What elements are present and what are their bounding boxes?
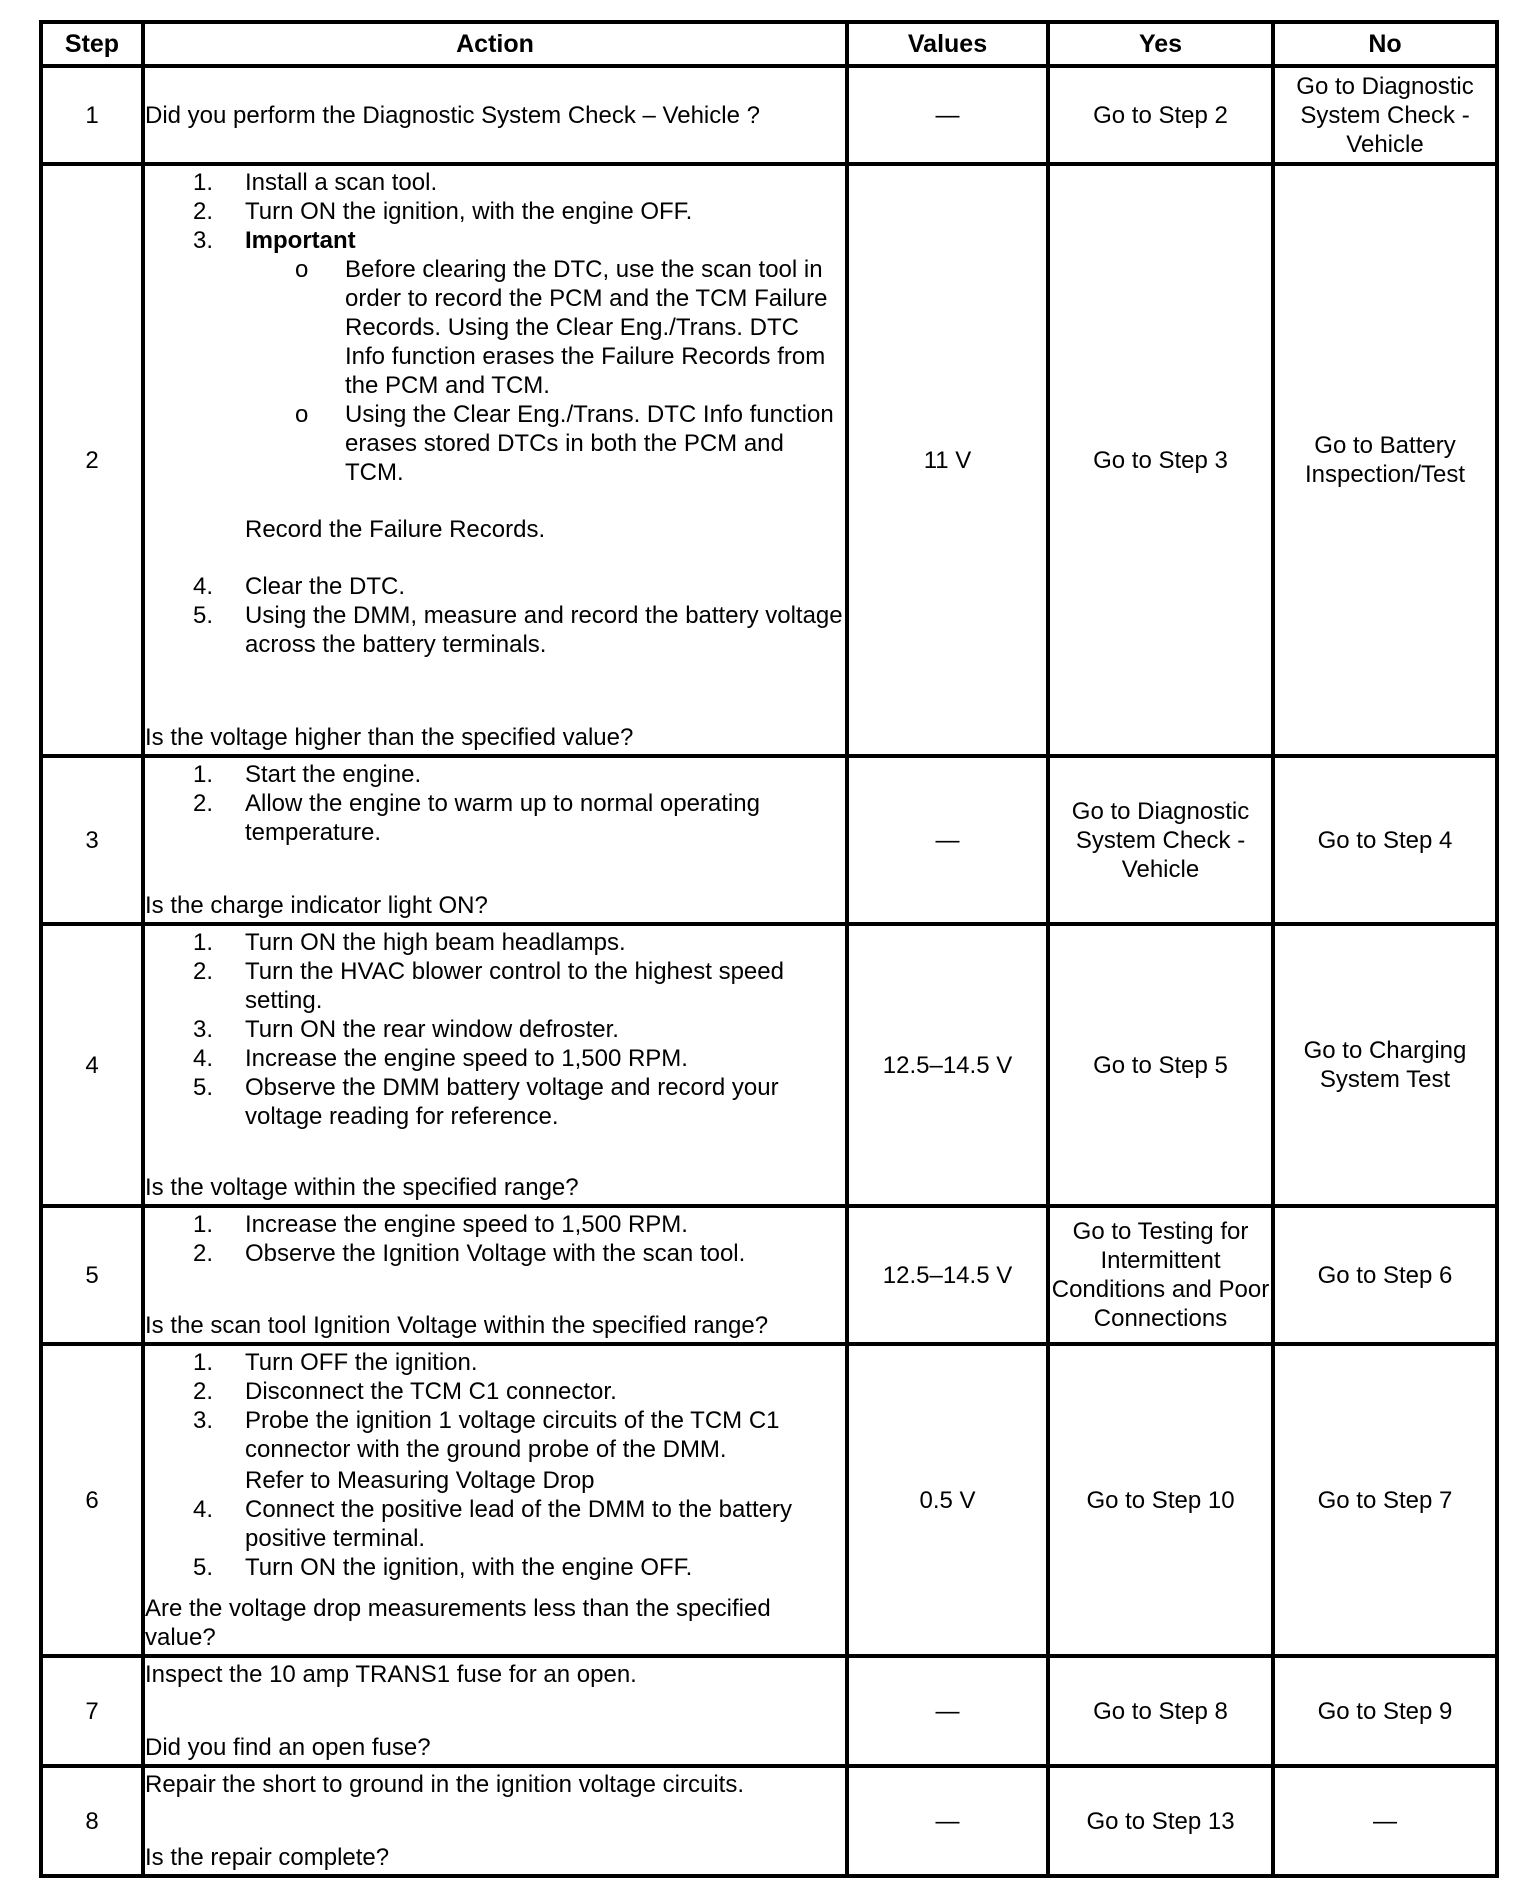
yes-cell: Go to Step 3 (1048, 164, 1273, 756)
value-cell: 12.5–14.5 V (847, 924, 1048, 1206)
action-cell (143, 1206, 847, 1344)
yes-cell: Go to Testing for Intermittent Conditions and Poor Connections (1048, 1206, 1273, 1344)
header-yes: Yes (1048, 22, 1273, 66)
value-cell: — (847, 756, 1048, 924)
list-item: 5. Using the DMM, measure and record the battery voltage across the battery terminals. (193, 602, 843, 658)
no-cell: Go to Step 6 (1273, 1206, 1497, 1344)
important-sublist (245, 255, 845, 487)
step-number: 7 (41, 1656, 143, 1766)
no-cell: Go to Battery Inspection/Test (1273, 164, 1497, 756)
question-text: Did you find an open fuse? (145, 1734, 431, 1761)
list-item: 1. Turn OFF the ignition. (193, 1349, 478, 1376)
instruction-list (145, 572, 845, 659)
list-item: 3. Important o Before clearing the DTC, use the scan tool in order to record the PCM and the TCM Failure Records. Using the Clear Eng./Trans. DTC Info function erases the Failure Records from the PCM and TCM. o Using the Clear Eng./Trans. DTC Info function erases stored DTCs in both the PCM and TCM. (245, 226, 845, 487)
list-item: 5. Turn ON the ignition, with the engine OFF. (193, 1554, 693, 1581)
question-text: Are the voltage drop measurements less than the specified value? (145, 1595, 771, 1651)
list-item: 3. Turn ON the rear window defroster. (193, 1016, 619, 1043)
no-cell: Go to Step 7 (1273, 1344, 1497, 1656)
question-text: Is the repair complete? (145, 1844, 390, 1871)
header-values: Values (847, 22, 1048, 66)
header-no: No (1273, 22, 1497, 66)
instruction-list (145, 1210, 845, 1268)
table-row-step-6 (41, 1344, 1497, 1656)
list-item: o Before clearing the DTC, use the scan tool in order to record the PCM and the TCM Failure Records. Using the Clear Eng./Trans. DTC Info function erases the Failure Records from the PCM and TCM. (295, 256, 828, 399)
list-item: o Using the Clear Eng./Trans. DTC Info function erases stored DTCs in both the PCM and TCM. (295, 401, 834, 486)
list-item: 4. Clear the DTC. (193, 573, 406, 600)
header-step: Step (41, 22, 143, 66)
action-cell (143, 1656, 847, 1766)
step-number: 6 (41, 1344, 143, 1656)
action-cell (143, 1766, 847, 1876)
list-item: 2. Disconnect the TCM C1 connector. (193, 1378, 617, 1405)
list-item: 2. Observe the Ignition Voltage with the scan tool. (193, 1240, 746, 1267)
step-number: 2 (41, 164, 143, 756)
list-item: 2. Allow the engine to warm up to normal operating temperature. (193, 790, 760, 846)
table-row-step-8 (41, 1766, 1497, 1876)
value-cell: 12.5–14.5 V (847, 1206, 1048, 1344)
question-text: Is the charge indicator light ON? (145, 892, 488, 919)
list-item: 3. Probe the ignition 1 voltage circuits of the TCM C1 connector with the ground probe of the DMM. (193, 1407, 780, 1463)
question-text: Is the scan tool Ignition Voltage within the specified range? (145, 1312, 769, 1339)
list-item: 2. Turn ON the ignition, with the engine OFF. (193, 198, 693, 225)
no-cell: — (1273, 1766, 1497, 1876)
reference-note: Refer to Measuring Voltage Drop (245, 1467, 595, 1494)
intro-text: Inspect the 10 amp TRANS1 fuse for an open. (145, 1661, 637, 1688)
instruction-list (145, 1495, 845, 1582)
important-label: Important (245, 227, 356, 254)
no-cell: Go to Step 4 (1273, 756, 1497, 924)
header-action: Action (143, 22, 847, 66)
value-cell: — (847, 1766, 1048, 1876)
yes-cell: Go to Step 2 (1048, 66, 1273, 164)
list-item: 4. Connect the positive lead of the DMM to the battery positive terminal. (193, 1496, 792, 1552)
step-number: 3 (41, 756, 143, 924)
action-cell (143, 66, 847, 164)
table-row-step-5 (41, 1206, 1497, 1344)
value-cell: — (847, 66, 1048, 164)
header-row (41, 22, 1497, 66)
action-cell (143, 756, 847, 924)
table-row-step-4 (41, 924, 1497, 1206)
instruction-list (145, 928, 845, 1131)
intro-text: Repair the short to ground in the ignition voltage circuits. (145, 1771, 745, 1798)
action-cell (143, 924, 847, 1206)
list-item: 5. Observe the DMM battery voltage and record your voltage reading for reference. (193, 1074, 779, 1130)
list-item: 1. Install a scan tool. (193, 169, 438, 196)
yes-cell: Go to Step 10 (1048, 1344, 1273, 1656)
diagnostic-table (39, 20, 1499, 1878)
action-cell (143, 1344, 847, 1656)
yes-cell: Go to Diagnostic System Check - Vehicle (1048, 756, 1273, 924)
step-number: 1 (41, 66, 143, 164)
list-item: 4. Increase the engine speed to 1,500 RPM. (193, 1045, 688, 1072)
step-number: 8 (41, 1766, 143, 1876)
no-cell: Go to Step 9 (1273, 1656, 1497, 1766)
question-text: Is the voltage higher than the specified value? (145, 724, 634, 751)
table-row-step-3 (41, 756, 1497, 924)
table-row-step-7 (41, 1656, 1497, 1766)
question-text: Is the voltage within the specified range? (145, 1174, 579, 1201)
list-item: 1. Start the engine. (193, 761, 422, 788)
no-cell: Go to Charging System Test (1273, 924, 1497, 1206)
yes-cell: Go to Step 8 (1048, 1656, 1273, 1766)
table-row-step-1 (41, 66, 1497, 164)
record-note: Record the Failure Records. (245, 516, 546, 543)
instruction-list (145, 760, 845, 847)
no-cell: Go to Diagnostic System Check - Vehicle (1273, 66, 1497, 164)
step-number: 5 (41, 1206, 143, 1344)
value-cell: 11 V (847, 164, 1048, 756)
yes-cell: Go to Step 13 (1048, 1766, 1273, 1876)
value-cell: 0.5 V (847, 1344, 1048, 1656)
question-text: Did you perform the Diagnostic System Check – Vehicle ? (145, 101, 760, 129)
list-item: 2. Turn the HVAC blower control to the highest speed setting. (193, 958, 784, 1014)
instruction-list (145, 168, 845, 487)
list-item: 1. Turn ON the high beam headlamps. (193, 929, 626, 956)
value-cell: — (847, 1656, 1048, 1766)
action-cell (143, 164, 847, 756)
yes-cell: Go to Step 5 (1048, 924, 1273, 1206)
instruction-list (145, 1348, 845, 1464)
list-item: 1. Increase the engine speed to 1,500 RPM. (193, 1211, 688, 1238)
table-row-step-2 (41, 164, 1497, 756)
step-number: 4 (41, 924, 143, 1206)
